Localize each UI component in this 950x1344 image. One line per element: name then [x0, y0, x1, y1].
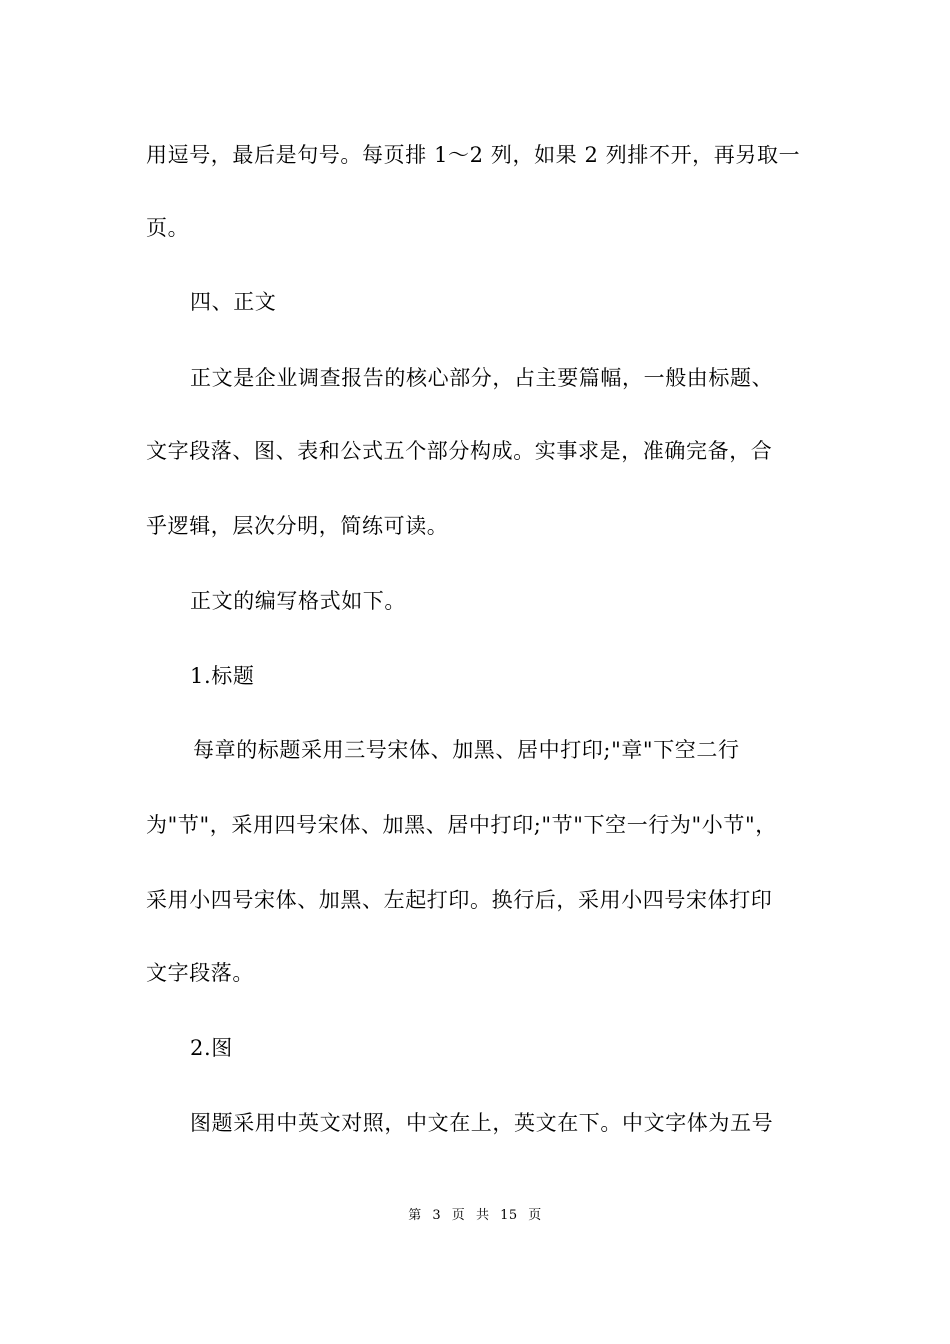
- subsection-heading-figure: 2.图: [190, 1036, 233, 1060]
- text-line-2: 页。: [146, 216, 190, 240]
- footer-suffix: 页: [528, 1208, 542, 1223]
- text-line-3: 正文是企业调查报告的核心部分，占主要篇幅，一般由标题、: [190, 366, 774, 390]
- footer-prefix: 第: [408, 1208, 422, 1223]
- subsection-heading-title: 1.标题: [190, 664, 255, 688]
- text-line-11: 图题采用中英文对照，中文在上，英文在下。中文字体为五号: [190, 1111, 774, 1135]
- text-line-6: 正文的编写格式如下。: [190, 589, 406, 613]
- text-line-9: 采用小四号宋体、加黑、左起打印。换行后，采用小四号宋体打印: [146, 888, 773, 912]
- text-line-1: 用逗号，最后是句号。每页排 1～2 列，如果 2 列排不开，再另取一: [146, 143, 801, 167]
- footer-page-word: 页: [451, 1208, 466, 1223]
- footer-current-page: 3: [432, 1208, 442, 1223]
- text-line-8: 为"节"，采用四号宋体、加黑、居中打印;"节"下空一行为"小节"，: [146, 813, 777, 837]
- page-footer: [0, 1208, 950, 1224]
- section-heading-main-text: 四、正文: [190, 290, 277, 314]
- text-line-5: 乎逻辑，层次分明，简练可读。: [146, 514, 449, 538]
- text-line-10: 文字段落。: [146, 961, 254, 985]
- footer-total-pages: 15: [500, 1208, 518, 1223]
- text-line-7: 每章的标题采用三号宋体、加黑、居中打印;"章"下空二行: [193, 738, 740, 762]
- text-line-4: 文字段落、图、表和公式五个部分构成。实事求是，准确完备，合: [146, 439, 773, 463]
- footer-total-word: 共: [475, 1208, 490, 1223]
